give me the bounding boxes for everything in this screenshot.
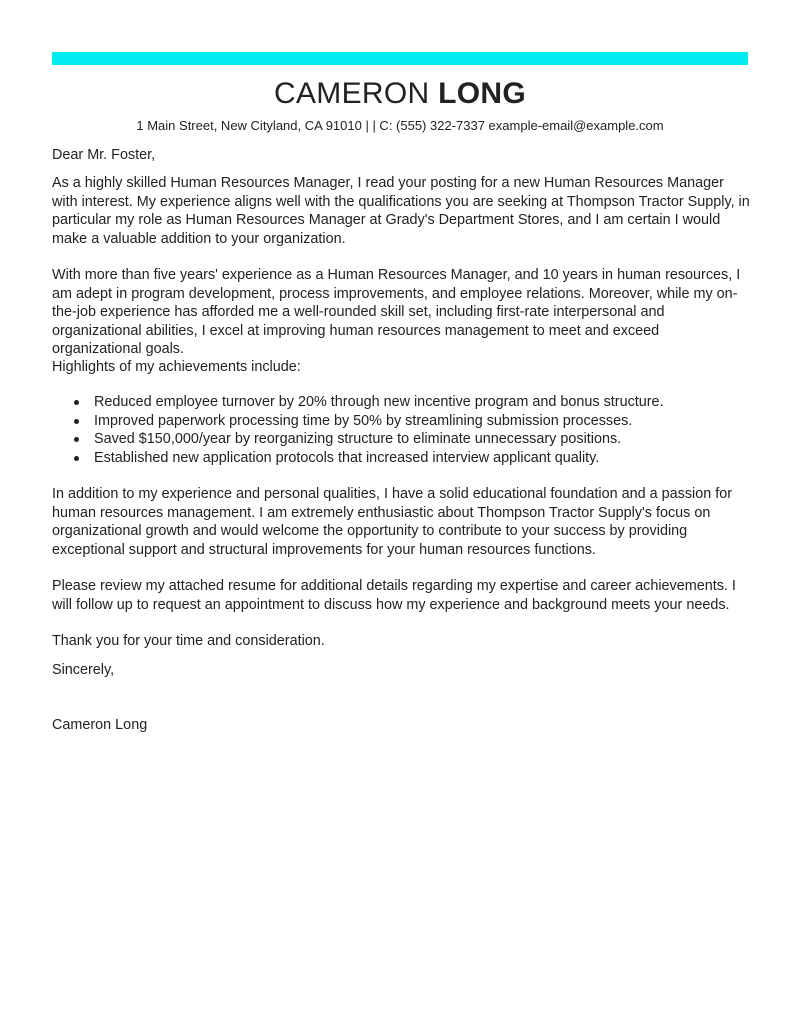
applicant-name bbox=[0, 74, 800, 114]
list-item-text: Saved $150,000/year by reorganizing structure to eliminate unnecessary positions. bbox=[94, 431, 622, 448]
list-item bbox=[52, 393, 752, 412]
thanks-line: Thank you for your time and consideration. bbox=[52, 633, 325, 649]
bullet-icon bbox=[74, 400, 79, 405]
bullet-icon bbox=[74, 456, 79, 461]
paragraph-education: In addition to my experience and personal qualities, I have a solid educational foundation and a passion for human resources management. I am extremely enthusiastic about Thompson Tractor Supply's focus on organizational growth and would welcome the opportunity to contribute to your success by providing exceptional support and structural improvements for your human resources functions. bbox=[52, 486, 733, 558]
list-item bbox=[52, 412, 752, 431]
paragraph-follow-up: Please review my attached resume for additional details regarding my expertise and career achievements. I will follow up to request an appointment to discuss how my experience and background meets your needs. bbox=[52, 578, 736, 613]
first-name: CAMERON bbox=[274, 77, 430, 110]
paragraph-intro: As a highly skilled Human Resources Manager, I read your posting for a new Human Resources Manager with interest. My experience aligns well with the qualifications you are seeking at Thompson Tractor Supply, in particular my role as Human Resources Manager at Grady's Department Stores, and I am certain I would make a valuable addition to your organization. bbox=[52, 175, 750, 247]
bullet-icon bbox=[74, 437, 79, 442]
header-accent-bar bbox=[52, 52, 748, 65]
list-item bbox=[52, 449, 752, 468]
salutation: Dear Mr. Foster, bbox=[52, 147, 156, 163]
list-item-text: Established new application protocols that increased interview applicant quality. bbox=[94, 449, 600, 466]
achievements-list bbox=[52, 393, 752, 467]
contact-info: 1 Main Street, New Cityland, CA 91010 | | C: (555) 322-7337 example-email@example.com bbox=[136, 118, 664, 133]
closing: Sincerely, bbox=[52, 662, 115, 678]
list-item bbox=[52, 430, 752, 449]
bullet-icon bbox=[74, 419, 79, 424]
highlights-intro: Highlights of my achievements include: bbox=[52, 359, 301, 375]
paragraph-experience: With more than five years' experience as a Human Resources Manager, and 10 years in human resources, I am adept in program development, process improvements, and employee relations. Moreover, while my on-the-job experience has afforded me a well-rounded skill set, including first-rate interpersonal and organizational abilities, I excel at improving human resources management to meet and exceed organizational goals. bbox=[52, 267, 741, 358]
list-item-text: Improved paperwork processing time by 50% by streamlining submission processes. bbox=[94, 412, 633, 429]
last-name: LONG bbox=[438, 77, 526, 110]
signature-name: Cameron Long bbox=[52, 717, 148, 733]
list-item-text: Reduced employee turnover by 20% through new incentive program and bonus structure. bbox=[94, 394, 664, 410]
